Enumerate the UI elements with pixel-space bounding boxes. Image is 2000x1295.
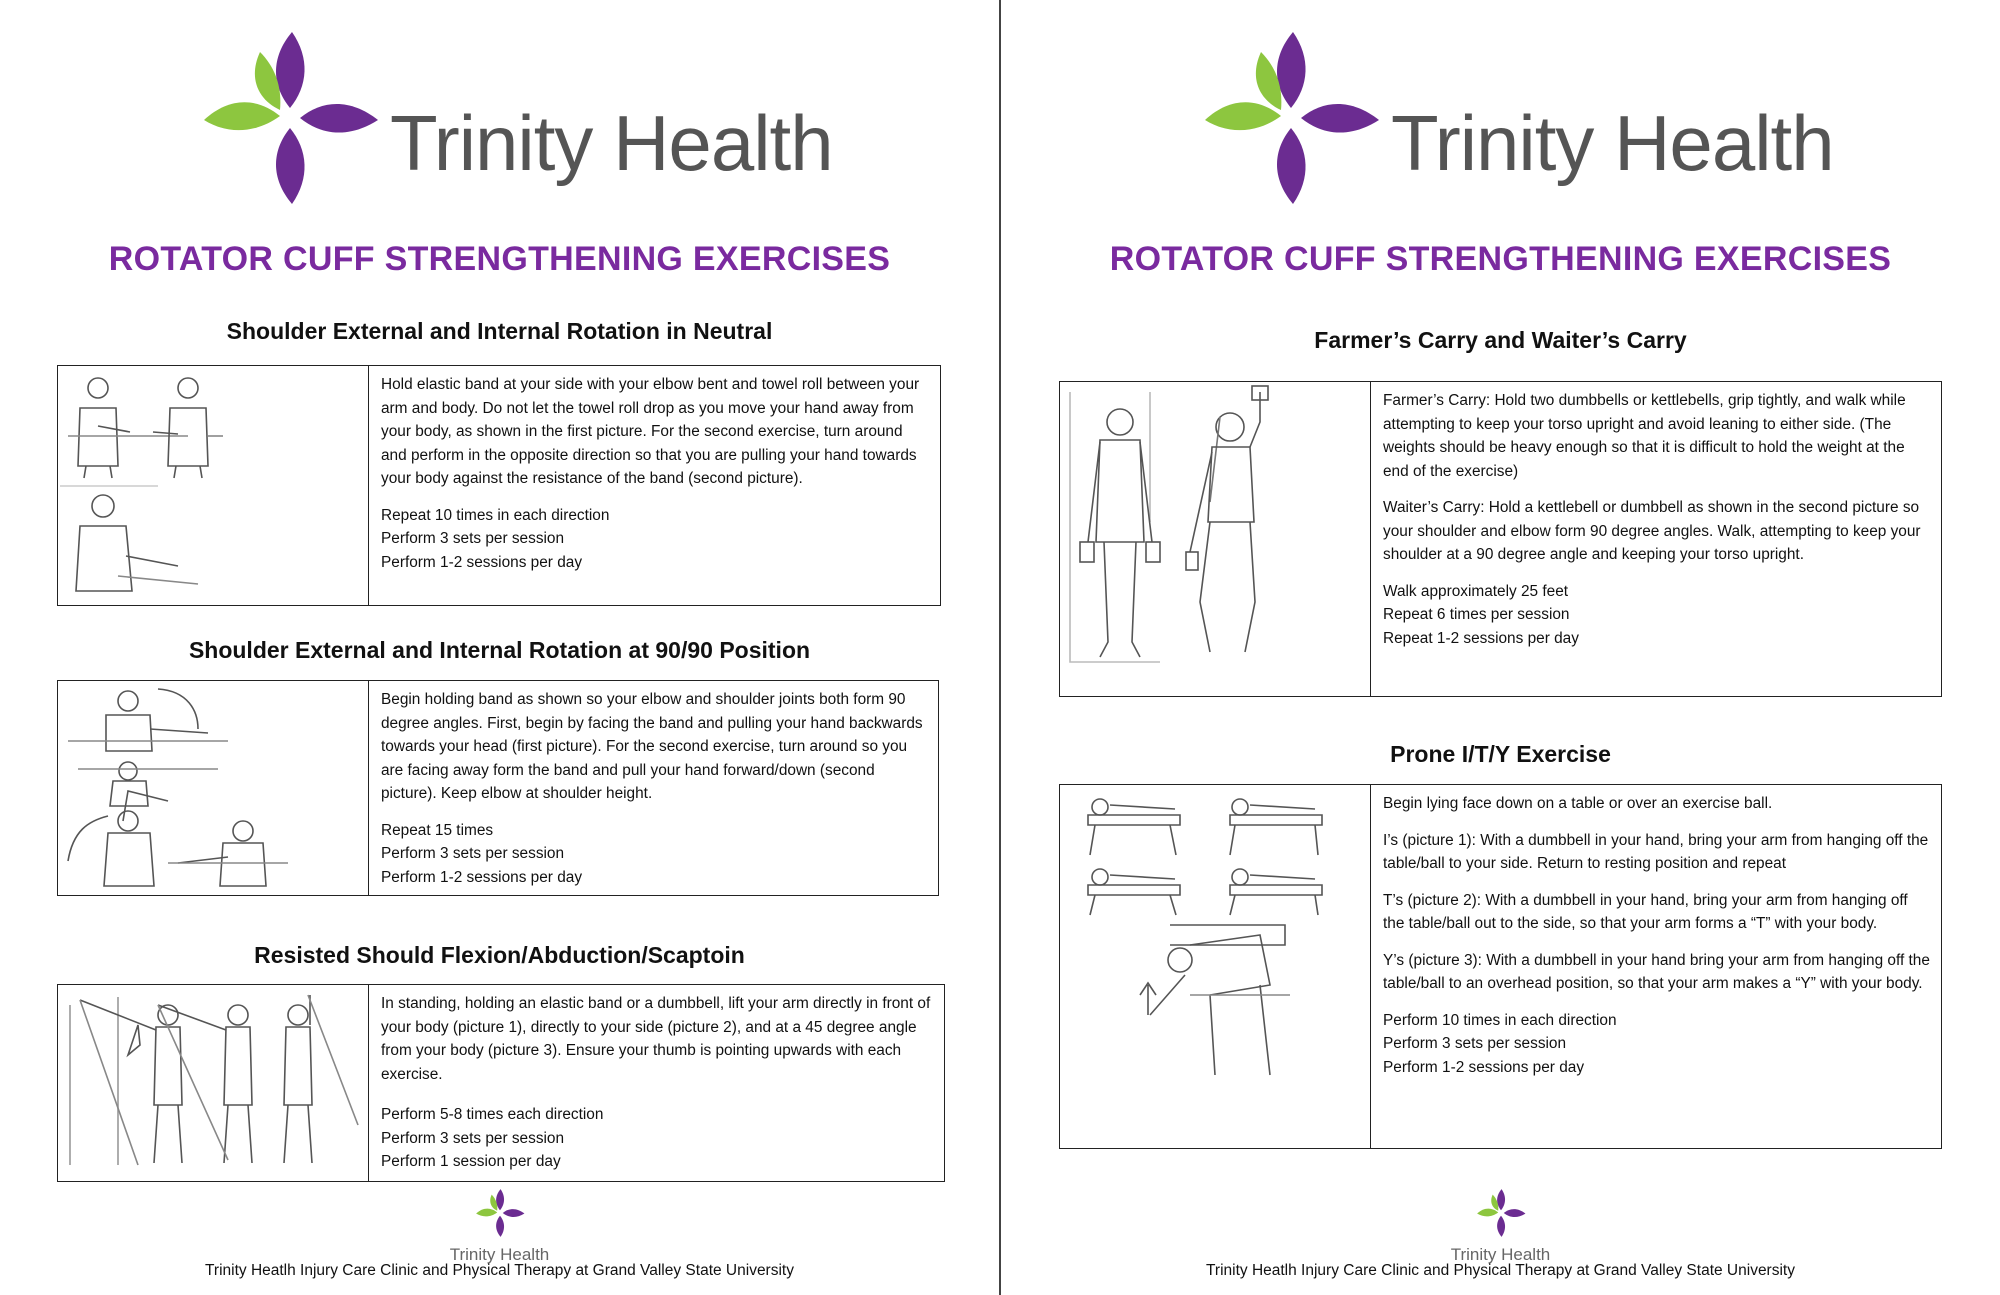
exercise-image [58, 681, 369, 895]
exercise-image [1060, 785, 1371, 1148]
exercise-instructions [369, 681, 938, 895]
trinity-cross-icon [200, 28, 380, 208]
exercise-card [57, 680, 939, 896]
exercise-description: Hold elastic band at your side with your elbow bent and towel roll between your arm and body. Do not let the towel roll drop as you move your hand away from your body, as shown in the first picture. For the second exercise, turn around and perform in the opposite direction so that you are pulling your hand towards your body against the resistance of the band (second picture). [381, 376, 920, 487]
exercise-instructions [1371, 785, 1941, 1148]
dosage-line: Perform 3 sets per session [381, 845, 565, 862]
exercise-sketch-image [58, 681, 368, 895]
section-heading: Shoulder External and Internal Rotation at 90/90 Position [188, 637, 811, 663]
exercise-description: In standing, holding an elastic band or a dumbbell, lift your arm directly in front of your body (picture 1), directly to your side (picture 2), and at a 45 degree angle from your body (picture 3). Ensure your thumb is pointing upwards with each exercise. [381, 995, 931, 1083]
exercise-card [1059, 784, 1942, 1149]
trinity-cross-icon [1476, 1188, 1526, 1238]
exercise-description: Begin holding band as shown so your elbow and shoulder joints both form 90 degree angles. First, begin by facing the band and pulling your hand backwards towards your head (first picture). For the second exercise, turn around so you are facing away form the band and pull your hand forward/down (second picture). Keep elbow at shoulder height. [381, 691, 923, 802]
brand-wordmark: Trinity Health [390, 99, 833, 187]
exercise-dosage [1383, 580, 1931, 651]
exercise-card [57, 365, 941, 606]
dosage-line: Perform 1 session per day [381, 1153, 561, 1170]
section-heading: Shoulder External and Internal Rotation in Neutral [226, 318, 773, 344]
exercise-description: T’s (picture 2): With a dumbbell in your hand, bring your arm from hanging off the table/ball out to the side, so that your arm forms a “T” with your body. [1383, 891, 1908, 932]
header-logo [200, 28, 833, 208]
left-page [0, 0, 999, 1295]
trinity-cross-icon [475, 1188, 525, 1238]
exercise-dosage [381, 819, 928, 890]
exercise-sketch-image [58, 366, 368, 605]
exercise-instructions [369, 985, 944, 1181]
exercise-image [1060, 382, 1371, 696]
page-title: ROTATOR CUFF STRENGTHENING EXERCISES [108, 240, 891, 278]
exercise-sketch-image [58, 985, 368, 1181]
trinity-cross-icon [1201, 28, 1381, 208]
exercise-card [1059, 381, 1942, 697]
exercise-description: Begin lying face down on a table or over an exercise ball. [1383, 795, 1773, 812]
footer-text: Trinity Heatlh Injury Care Clinic and Physical Therapy at Grand Valley State University [1206, 1262, 1795, 1279]
footer-logo [1001, 1188, 2000, 1265]
exercise-instructions [369, 366, 940, 605]
header-logo [1201, 28, 1834, 208]
dosage-line: Repeat 6 times per session [1383, 606, 1570, 623]
exercise-card [57, 984, 945, 1182]
exercise-dosage [381, 1103, 934, 1174]
exercise-description: Waiter’s Carry: Hold a kettlebell or dumbbell as shown in the second picture so your shoulder and elbow form 90 degree angles. Walk, attempting to keep your shoulder at a 90 degree angle and keeping your torso upright. [1383, 499, 1921, 563]
exercise-dosage [1383, 1009, 1931, 1080]
brand-wordmark: Trinity Health [1391, 99, 1834, 187]
dosage-line: Walk approximately 25 feet [1383, 582, 1569, 600]
dosage-line: Perform 5-8 times each direction [381, 1106, 604, 1123]
footer-brand-name: Trinity Health [1450, 1245, 1551, 1264]
dosage-line: Perform 10 times in each direction [1383, 1011, 1617, 1029]
footer-brand-name: Trinity Health [449, 1245, 550, 1264]
exercise-description: I’s (picture 1): With a dumbbell in your hand, bring your arm from hanging off the table/ball to your side. Return to resting position and repeat [1383, 831, 1929, 872]
section-heading: Farmer’s Carry and Waiter’s Carry [1314, 327, 1687, 353]
exercise-description: Farmer’s Carry: Hold two dumbbells or kettlebells, grip tightly, and walk while attempting to keep your torso upright and avoid leaning to either side. (The weights should be heavy enough so that it is difficult to hold the weight at the end of the exercise) [1383, 392, 1906, 480]
dosage-line: Perform 3 sets per session [381, 1129, 565, 1147]
dosage-line: Perform 3 sets per session [381, 530, 565, 547]
footer-logo [0, 1188, 999, 1265]
dosage-line: Perform 1-2 sessions per day [1383, 1058, 1585, 1076]
exercise-instructions [1371, 382, 1941, 696]
footer-text: Trinity Heatlh Injury Care Clinic and Physical Therapy at Grand Valley State University [205, 1262, 794, 1279]
exercise-sketch-image [1060, 785, 1370, 1148]
exercise-image [58, 366, 369, 605]
page-title: ROTATOR CUFF STRENGTHENING EXERCISES [1109, 240, 1892, 278]
exercise-sketch-image [1060, 382, 1370, 696]
dosage-line: Perform 1-2 sessions per day [381, 553, 583, 571]
dosage-line: Perform 3 sets per session [1383, 1035, 1567, 1052]
dosage-line: Repeat 15 times [381, 821, 494, 839]
dosage-line: Repeat 1-2 sessions per day [1383, 629, 1579, 647]
exercise-dosage [381, 504, 930, 575]
section-heading: Prone I/T/Y Exercise [1390, 741, 1611, 767]
exercise-description: Y’s (picture 3): With a dumbbell in your hand bring your arm from hanging off the table/ball to an overhead position, so that your arm makes a “Y” with your body. [1383, 951, 1930, 992]
dosage-line: Perform 1-2 sessions per day [381, 868, 583, 886]
right-page [1001, 0, 2000, 1295]
section-heading: Resisted Should Flexion/Abduction/Scaptoin [254, 942, 745, 968]
exercise-image [58, 985, 369, 1181]
dosage-line: Repeat 10 times in each direction [381, 506, 610, 524]
